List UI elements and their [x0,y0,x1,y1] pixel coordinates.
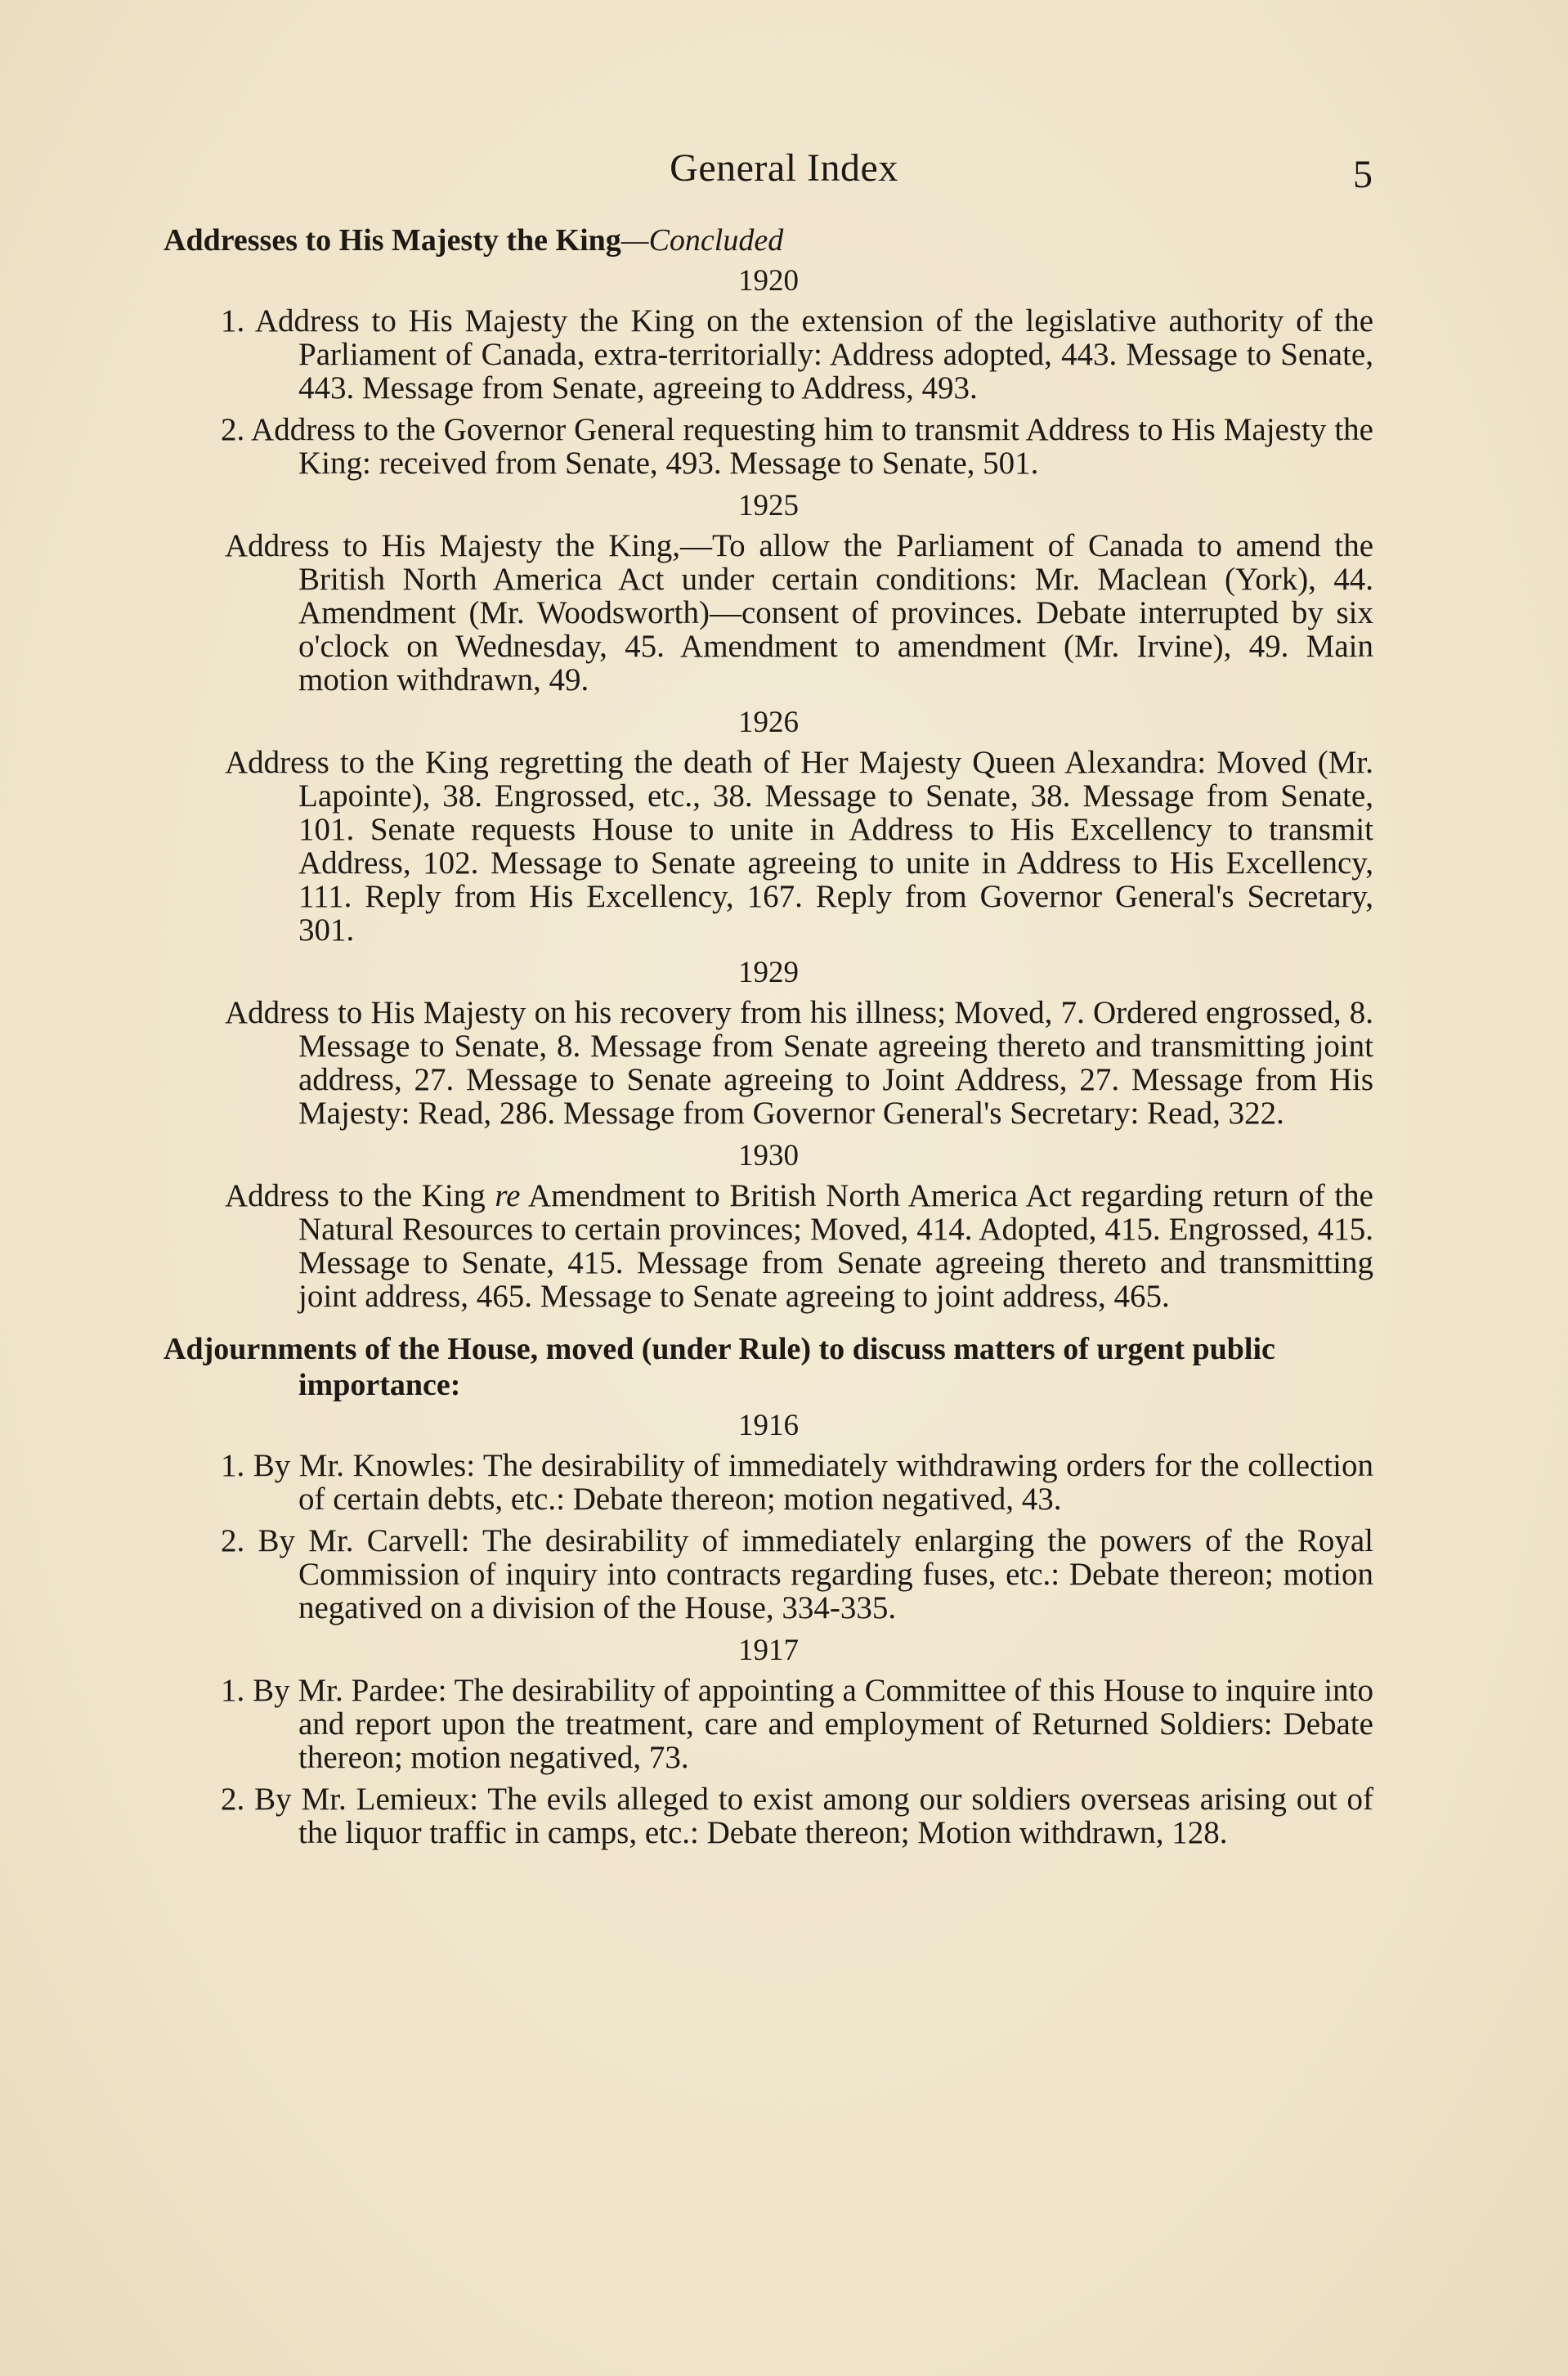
index-entry: 1. By Mr. Knowles: The desirability of immediately withdrawing orders for the collection of certain debts, etc.: Debate thereon; motion negatived, 43. [221,1448,1373,1517]
year-heading: 1920 [738,264,799,298]
year-heading: 1917 [738,1634,799,1667]
index-entry: 1. By Mr. Pardee: The desirability of appointing a Committee of this House to inquire into and report upon the treatment, care and employment of Returned Soldiers: Debate thereon; motion negatived, 73. [221,1673,1373,1775]
index-entry [164,1179,1373,1313]
year-heading: 1916 [738,1409,799,1442]
index-entry: Address to His Majesty the King,—To allow the Parliament of Canada to amend the British North America Act under certain conditions: Mr. Maclean (York), 44. Amendment (Mr. Woodsworth)—consent of provinces. Debate interrupted by six o'clock on Wednesday, 45. Amendment to amendment (Mr. Irvine), 49. Main motion withdrawn, 49. [225,528,1373,697]
section-heading-text: Addresses to His Majesty the King [164,223,621,258]
entry-text: Amendment to British North America Act regarding return of the Natural Resources to certain provinces; Moved, 414. Adopted, 415. Engrossed, 415. Message to Senate, 415. Message from Senate agreeing thereto and transmitting joint address, 465. Message to Senate agreeing to joint address, 465. [298,1178,1373,1314]
entry-italic-text: re [495,1178,521,1213]
entry-text: Address to the King [225,1178,495,1213]
section-heading-continuation: —Concluded [620,223,784,258]
section-heading-adjournments: Adjournments of the House, moved (under Rule) to discuss matters of urgent public importance: [164,1332,1275,1402]
year-heading: 1926 [738,706,799,739]
year-heading: 1929 [738,956,799,989]
index-entry: Address to the King regretting the death of Her Majesty Queen Alexandra: Moved (Mr. Lapointe), 38. Engrossed, etc., 38. Message to Senate, 38. Message from Senate, 101. Senate requests House to unite in Address to His Excellency to transmit Address, 102. Message to Senate agreeing to unite in Address to His Excellency, 111. Reply from His Excellency, 167. Reply from Governor General's Secretary, 301. [225,745,1373,948]
year-heading: 1925 [738,489,799,522]
page-number: 5 [1353,153,1373,196]
index-entry: 1. Address to His Majesty the King on the extension of the legislative authority of the Parliament of Canada, extra-territorially: Address adopted, 443. Message to Senate, 443. Message from Senate, agreeing to Address, 493. [221,303,1373,406]
index-entry: 2. By Mr. Lemieux: The evils alleged to exist among our soldiers overseas arising out of the liquor traffic in camps, etc.: Debate thereon; Motion withdrawn, 128. [221,1782,1373,1850]
section-heading-addresses [164,222,1373,258]
year-heading: 1930 [738,1139,799,1172]
index-entry: 2. Address to the Governor General requesting him to transmit Address to His Majesty the King: received from Senate, 493. Message to Senate, 501. [221,412,1373,481]
index-entry: Address to His Majesty on his recovery from his illness; Moved, 7. Ordered engrossed, 8. Message to Senate, 8. Message from Senate agreeing thereto and transmitting joint address, 27. Message to Senate agreeing to Joint Address, 27. Message from His Majesty: Read, 286. Message from Governor General's Secretary: Read, 322. [225,995,1373,1131]
index-entry: 2. By Mr. Carvell: The desirability of immediately enlarging the powers of the Royal Commission of inquiry into contracts regarding fuses, etc.: Debate thereon; motion negatived on a division of the House, 334-335. [221,1523,1373,1625]
index-content [164,222,1373,1858]
running-title: General Index [670,146,898,190]
